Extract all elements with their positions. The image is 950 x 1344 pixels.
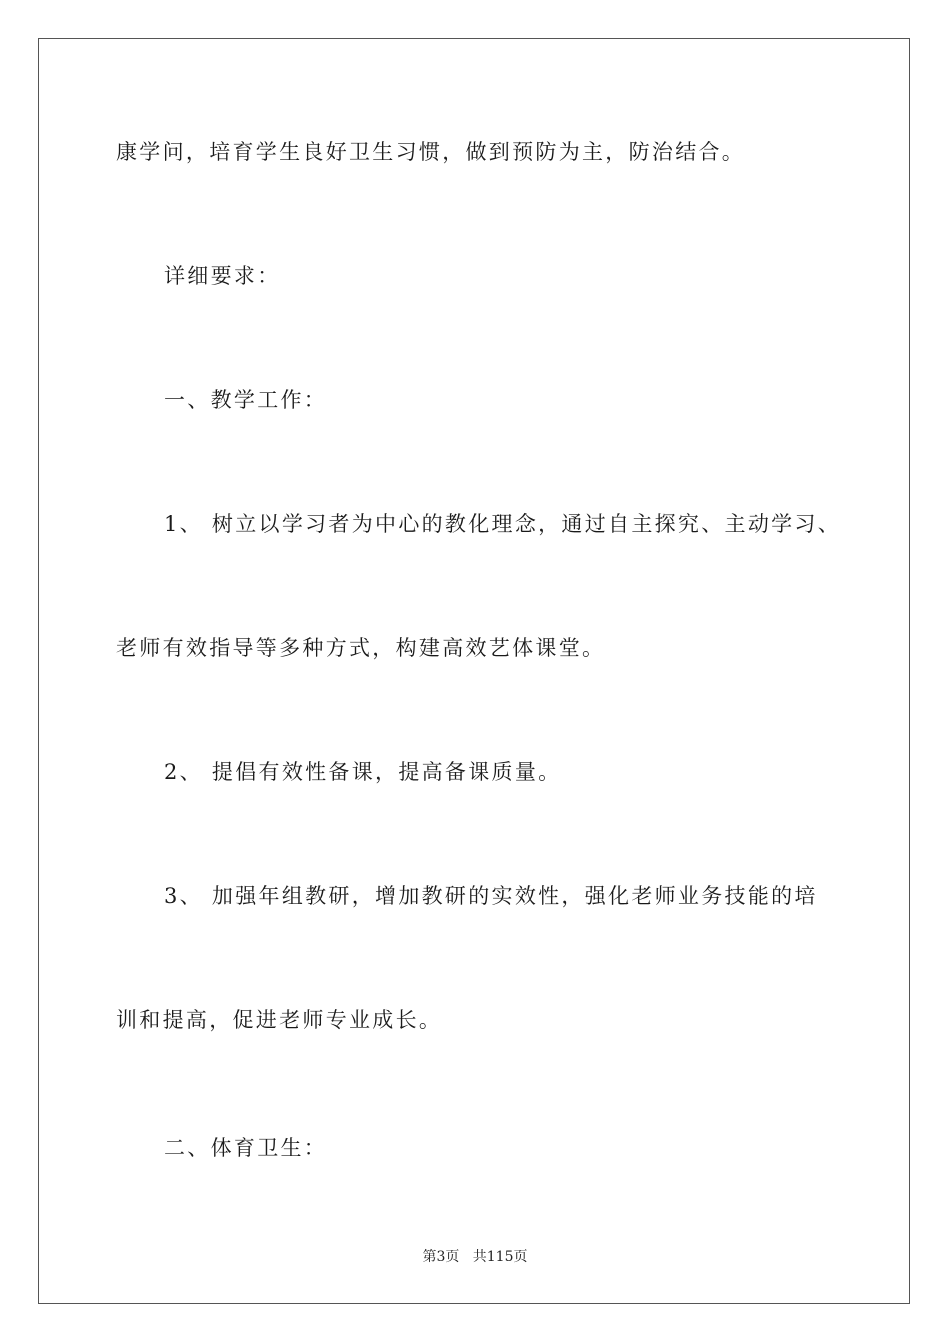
list-item-line: 训和提高，促进老师专业成长。 (116, 1008, 443, 1032)
page-border (38, 38, 910, 1304)
list-item-line: 老师有效指导等多种方式，构建高效艺体课堂。 (116, 636, 606, 660)
list-item-line: 1、 树立以学习者为中心的教化理念，通过自主探究、主动学习、 (164, 512, 842, 536)
body-paragraph-line: 康学问，培育学生良好卫生习惯，做到预防为主，防治结合。 (116, 140, 746, 164)
section-heading: 一、教学工作： (164, 388, 328, 412)
list-item-line: 3、 加强年组教研，增加教研的实效性，强化老师业务技能的培 (164, 884, 818, 908)
section-heading: 详细要求： (164, 264, 281, 288)
page-number-footer: 第3页 共115页 (422, 1249, 528, 1265)
list-item-line: 2、 提倡有效性备课，提高备课质量。 (164, 760, 562, 784)
section-heading: 二、体育卫生： (164, 1136, 328, 1160)
